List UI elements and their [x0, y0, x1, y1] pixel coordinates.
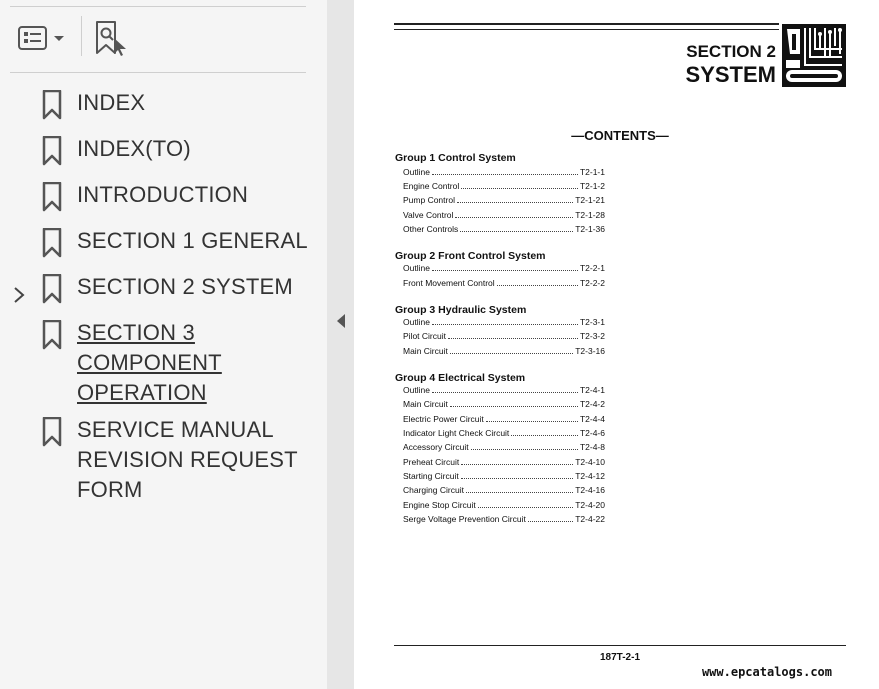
bookmark-icon: [42, 228, 62, 258]
chevron-right-icon[interactable]: [12, 286, 26, 304]
toc-leader: [461, 477, 573, 479]
bookmark-label-line: SERVICE MANUAL: [77, 417, 274, 442]
toc-leader: [478, 506, 573, 508]
toc-group-title: Group 1 Control System: [395, 152, 516, 164]
toc-leader: [471, 448, 578, 450]
page-number: 187T-2-1: [599, 652, 641, 663]
toc-group-title: Group 4 Electrical System: [395, 372, 526, 384]
bookmark-icon: [42, 274, 62, 304]
bookmark-label-line: FORM: [77, 477, 143, 502]
bookmark-label: INTRODUCTION: [77, 182, 249, 207]
toc-entry[interactable]: [403, 514, 605, 527]
toc-entry-title: Valve Control: [403, 210, 454, 220]
toc-leader: [455, 216, 573, 218]
toc-entry[interactable]: [403, 167, 605, 180]
toc-entry[interactable]: [403, 181, 605, 194]
bookmark-icon: [42, 417, 62, 447]
toc-entry-title: Pump Control: [403, 195, 455, 205]
caret-down-icon: [54, 36, 64, 41]
toc-entry-title: Engine Control: [403, 181, 460, 191]
toc-entry-page: T2-1-1: [579, 167, 605, 177]
toc-entry[interactable]: [403, 457, 605, 470]
toc-entry-page: T2-4-22: [575, 514, 605, 524]
toc-entry[interactable]: [403, 331, 605, 344]
header-rule: [394, 29, 779, 30]
find-bookmark-button[interactable]: [92, 20, 132, 58]
toc-entry-page: T2-4-10: [575, 457, 605, 467]
toc-entry-page: T2-4-2: [579, 399, 605, 409]
toc-entry-page: T2-1-2: [579, 181, 605, 191]
bookmark-label-line: COMPONENT: [77, 350, 222, 375]
bookmark-icon: [42, 136, 62, 166]
toc-entry-page: T2-4-12: [575, 471, 605, 481]
toc-leader: [457, 201, 573, 203]
toc-entry[interactable]: [403, 210, 605, 223]
bookmark-search-icon: [92, 20, 132, 58]
bookmark-label: SECTION 1 GENERAL: [77, 228, 308, 253]
toc-entry-page: T2-2-1: [579, 263, 605, 273]
toc-entry-title: Outline: [403, 385, 430, 395]
toc-entry-title: Indicator Light Check Circuit: [403, 428, 510, 438]
toolbar-separator: [81, 16, 82, 56]
toc-entry-page: T2-4-8: [579, 442, 605, 452]
collapse-panel-icon[interactable]: [335, 312, 347, 330]
toc-entry[interactable]: [403, 317, 605, 330]
toc-entry[interactable]: [403, 224, 605, 237]
bookmark-index-to[interactable]: [0, 134, 327, 168]
toc-leader: [528, 520, 573, 522]
toc-entry-title: Serge Voltage Prevention Circuit: [403, 514, 526, 524]
list-options-icon: [16, 24, 68, 54]
toolbar-divider: [10, 6, 306, 7]
toc-entry-page: T2-4-20: [575, 500, 605, 510]
bookmark-section-3[interactable]: [0, 318, 327, 410]
section-title: SYSTEM: [685, 62, 776, 87]
toc-entry-title: Accessory Circuit: [403, 442, 469, 452]
toc-leader: [450, 352, 573, 354]
toc-entry[interactable]: [403, 346, 605, 359]
toc-entry-title: Outline: [403, 167, 430, 177]
toc-group-title: Group 3 Hydraulic System: [395, 304, 527, 316]
toc-leader: [466, 491, 573, 493]
toc-entry[interactable]: [403, 263, 605, 276]
toc-leader: [432, 323, 578, 325]
bookmark-label: INDEX(TO): [77, 136, 191, 161]
bookmark-label: SECTION 2 SYSTEM: [77, 274, 293, 299]
toc-entry-page: T2-3-1: [579, 317, 605, 327]
toc-entry-page: T2-4-1: [579, 385, 605, 395]
section-number: SECTION 2: [686, 42, 776, 61]
bookmark-index[interactable]: [0, 88, 327, 122]
bookmark-label: [77, 415, 317, 505]
toc-leader: [432, 173, 578, 175]
toc-entry-title: Charging Circuit: [403, 485, 464, 495]
toc-entry[interactable]: [403, 399, 605, 412]
toc-entry-page: T2-1-21: [575, 195, 605, 205]
toc-leader: [450, 405, 578, 407]
toc-entry-page: T2-1-36: [575, 224, 605, 234]
toc-entry-title: Other Controls: [403, 224, 459, 234]
toc-entry[interactable]: [403, 385, 605, 398]
bookmark-section-2[interactable]: [0, 272, 327, 306]
toc-entry[interactable]: [403, 195, 605, 208]
bookmark-icon: [42, 90, 62, 120]
toc-entry-page: T2-1-28: [575, 210, 605, 220]
toc-entry[interactable]: [403, 414, 605, 427]
toc-entry-title: Electric Power Circuit: [403, 414, 484, 424]
bookmark-section-1[interactable]: [0, 226, 327, 260]
bookmark-icon: [42, 320, 62, 350]
toc-entry-page: T2-3-16: [575, 346, 605, 356]
toc-entry-title: Outline: [403, 317, 430, 327]
toc-leader: [461, 463, 573, 465]
toc-leader: [486, 420, 578, 422]
toc-entry-title: Front Movement Control: [403, 278, 495, 288]
toc-entry-title: Engine Stop Circuit: [403, 500, 476, 510]
toc-entry[interactable]: [403, 278, 605, 291]
toc-entry-page: T2-2-2: [579, 278, 605, 288]
watermark-text: www.epcatalogs.com: [701, 665, 832, 679]
toc-entry[interactable]: [403, 428, 605, 441]
toc-entry[interactable]: [403, 500, 605, 513]
panel-splitter[interactable]: [327, 0, 354, 689]
toc-entry-page: T2-3-2: [579, 331, 605, 341]
toc-leader: [497, 284, 578, 286]
bookmark-service-manual-revision-request[interactable]: [0, 415, 327, 507]
toc-entry-page: T2-4-16: [575, 485, 605, 495]
toc-entry-title: Outline: [403, 263, 430, 273]
bookmark-label-line: REVISION REQUEST: [77, 447, 298, 472]
bookmark-label-line: SECTION 3: [77, 320, 195, 345]
header-rule: [394, 23, 779, 25]
toc-entry-page: T2-4-6: [579, 428, 605, 438]
bookmark-label: [77, 318, 317, 408]
toc-leader: [432, 391, 578, 393]
toc-leader: [448, 337, 578, 339]
toc-entry-title: Main Circuit: [403, 346, 448, 356]
toc-leader: [432, 269, 578, 271]
toc-entry-page: T2-4-4: [579, 414, 605, 424]
document-page: [354, 0, 879, 689]
toc-entry-title: Pilot Circuit: [403, 331, 446, 341]
toc-leader: [461, 187, 578, 189]
contents-heading: —CONTENTS—: [571, 128, 669, 143]
footer-rule: [394, 645, 846, 646]
bookmark-icon: [42, 182, 62, 212]
bookmarks-toolbar: [0, 0, 327, 72]
toc-entry-title: Preheat Circuit: [403, 457, 460, 467]
section-logo-icon: [782, 24, 846, 87]
bookmarks-panel: [0, 0, 328, 689]
toc-entry[interactable]: [403, 485, 605, 498]
toc-entry-title: Starting Circuit: [403, 471, 459, 481]
bookmark-introduction[interactable]: [0, 180, 327, 214]
toolbar-divider: [10, 72, 306, 73]
toc-leader: [460, 230, 573, 232]
toc-group-title: Group 2 Front Control System: [395, 250, 546, 262]
bookmark-label-line: OPERATION: [77, 380, 207, 405]
toc-leader: [511, 434, 578, 436]
toc-entry[interactable]: [403, 442, 605, 455]
toc-entry-title: Main Circuit: [403, 399, 448, 409]
bookmark-label: INDEX: [77, 90, 146, 115]
bookmark-options-button[interactable]: [16, 24, 68, 54]
toc-entry[interactable]: [403, 471, 605, 484]
